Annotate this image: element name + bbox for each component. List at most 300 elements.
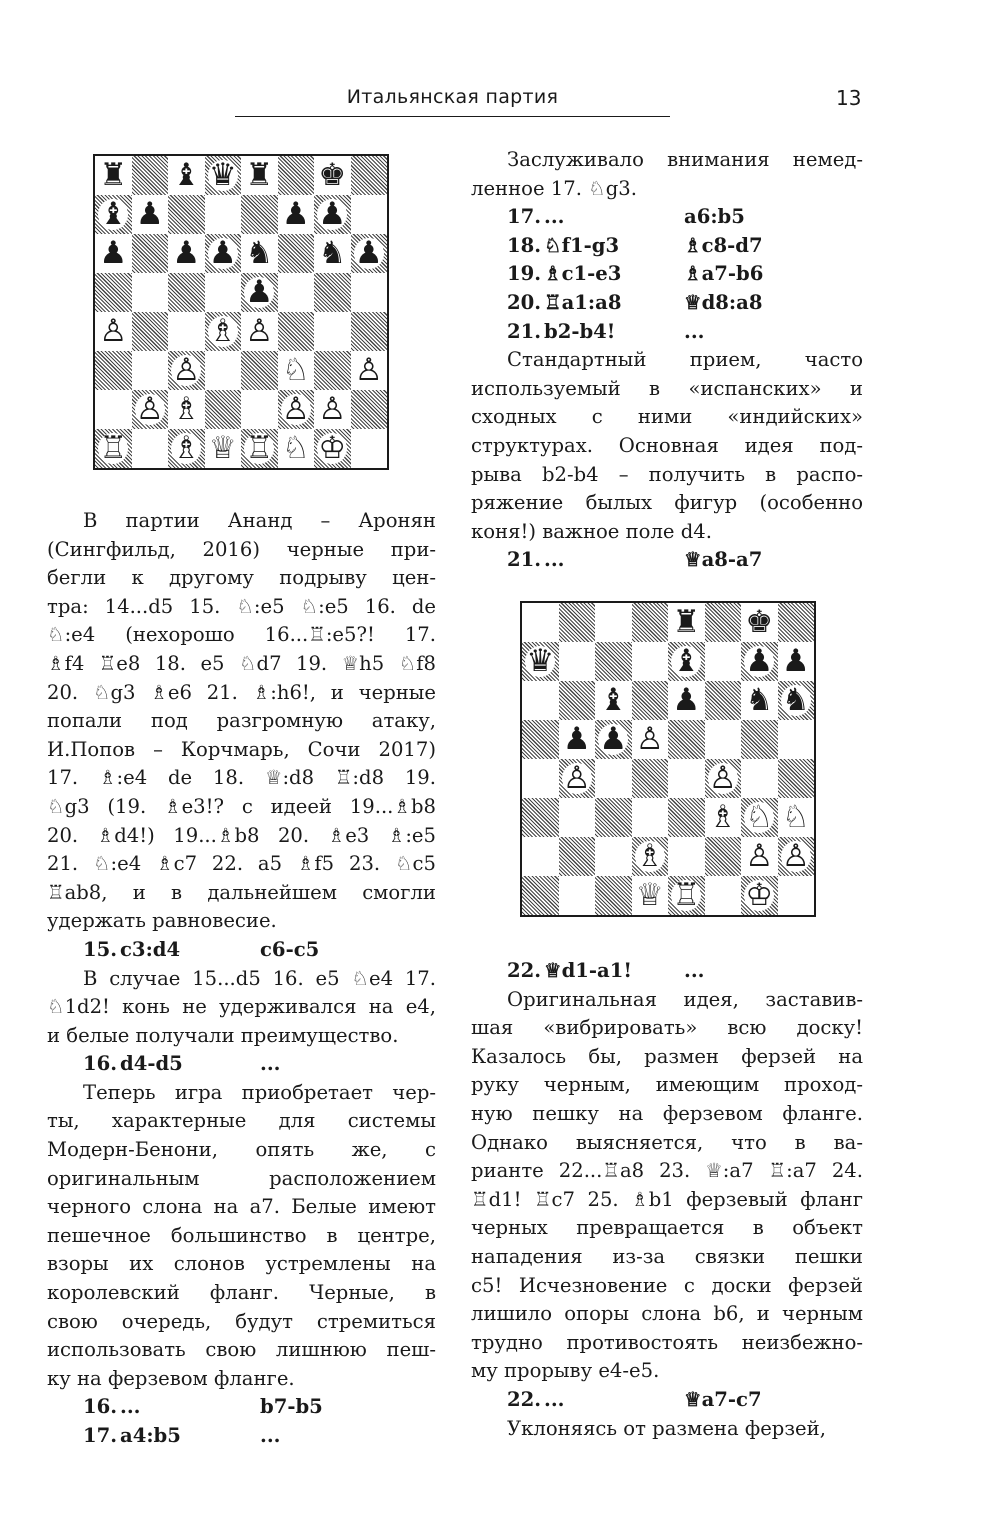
board-square <box>205 351 242 390</box>
chess-piece-icon: ♜ <box>99 157 128 193</box>
move-number: 22. <box>507 1387 542 1411</box>
chess-piece-icon: ♕ <box>635 877 664 913</box>
chess-piece-icon: ♟ <box>745 643 774 679</box>
board-square <box>241 390 278 429</box>
chess-piece-icon: ♟ <box>135 196 164 232</box>
board-square <box>559 876 596 915</box>
board-square <box>95 234 132 273</box>
text-line: удержать равновесие. <box>47 909 277 933</box>
board-square <box>241 156 278 195</box>
chess-diagram-1 <box>93 154 389 470</box>
white-move: ... <box>544 1387 565 1411</box>
text-line: ку на ферзевом фланге. <box>47 1366 295 1390</box>
move-line <box>83 1422 436 1451</box>
board-square <box>132 234 169 273</box>
board-square <box>314 390 351 429</box>
board-square <box>314 429 351 468</box>
board-square <box>559 603 596 642</box>
board-square <box>168 312 205 351</box>
chess-piece-icon: ♙ <box>745 838 774 874</box>
board-square <box>278 195 315 234</box>
board-square <box>632 720 669 759</box>
paragraph <box>471 146 863 203</box>
move-line <box>507 1386 863 1415</box>
chess-piece-icon: ♙ <box>245 313 274 349</box>
text-line: ♖ab8, и в дальнейшем смогли <box>47 880 436 904</box>
chess-piece-icon: ♗ <box>208 313 237 349</box>
board-square <box>778 876 815 915</box>
text-line: свою очередь, будут стремиться <box>47 1309 436 1333</box>
board-square <box>741 642 778 681</box>
chess-piece-icon: ♟ <box>672 682 701 718</box>
chess-piece-icon: ♟ <box>172 235 201 271</box>
board-square <box>705 603 742 642</box>
text-line: И.Попов – Корчмарь, Сочи 2017) <box>47 737 436 761</box>
board-square <box>522 720 559 759</box>
page-number: 13 <box>836 86 862 110</box>
board-square <box>95 156 132 195</box>
text-line: c5! Исчезновение с доски ферзей <box>471 1273 863 1297</box>
board-square <box>351 351 388 390</box>
chess-piece-icon: ♗ <box>708 799 737 835</box>
board-square <box>595 876 632 915</box>
board-square <box>168 273 205 312</box>
board-square <box>205 312 242 351</box>
text-line: В случае 15...d5 16. e5 ♘e4 17. <box>83 966 436 990</box>
paragraph <box>47 965 436 1051</box>
board-square <box>522 681 559 720</box>
board-square <box>241 273 278 312</box>
text-line: му прорыву e4-e5. <box>471 1359 660 1383</box>
text-line: коня!) важное поле d4. <box>471 519 712 543</box>
paragraph <box>471 1415 863 1444</box>
chess-piece-icon: ♙ <box>318 391 347 427</box>
board-square <box>522 603 559 642</box>
move-number: 18. <box>507 233 542 257</box>
board-square <box>522 876 559 915</box>
board-square <box>778 603 815 642</box>
running-header: Итальянская партия <box>346 86 559 108</box>
move-line <box>507 289 863 318</box>
board-square <box>559 681 596 720</box>
chess-piece-icon: ♝ <box>172 157 201 193</box>
board-square <box>95 351 132 390</box>
board-square <box>205 390 242 429</box>
board-square <box>559 798 596 837</box>
chess-piece-icon: ♞ <box>245 235 274 271</box>
move-line <box>83 1393 436 1422</box>
board-square <box>168 156 205 195</box>
black-move: ♕a8-a7 <box>684 548 763 572</box>
text-line: ♘g3 (19. ♗e3!? с идеей 19...♗b8 <box>47 794 436 818</box>
board-square <box>741 681 778 720</box>
chess-piece-icon: ♔ <box>745 877 774 913</box>
chess-piece-icon: ♟ <box>99 235 128 271</box>
white-move: ♖a1:a8 <box>544 290 622 314</box>
chess-piece-icon: ♞ <box>745 682 774 718</box>
white-move: b2-b4! <box>544 319 616 343</box>
text-line: ♘:e4 (нехорошо 16...♖:e5?! 17. <box>47 623 436 647</box>
board-square <box>668 642 705 681</box>
black-move: ... <box>684 319 705 343</box>
text-line: лишило опоры слона b6, и черным <box>471 1302 863 1326</box>
white-move: d4-d5 <box>120 1052 183 1076</box>
board-square <box>741 603 778 642</box>
text-line: структурах. Основная идея под- <box>471 433 863 457</box>
board-square <box>705 642 742 681</box>
board-square <box>559 759 596 798</box>
board-square <box>168 195 205 234</box>
board-square <box>632 798 669 837</box>
board-square <box>668 798 705 837</box>
board-square <box>741 837 778 876</box>
chess-piece-icon: ♜ <box>245 157 274 193</box>
chess-piece-icon: ♔ <box>318 430 347 466</box>
board-square <box>632 642 669 681</box>
chess-piece-icon: ♛ <box>526 643 555 679</box>
text-line: оригинальным расположением <box>47 1166 436 1190</box>
board-square <box>95 312 132 351</box>
move-number: 21. <box>507 548 542 572</box>
move-line <box>507 546 863 575</box>
board-square <box>278 351 315 390</box>
white-move: ♘f1-g3 <box>544 233 620 257</box>
board-square <box>314 234 351 273</box>
board-square <box>778 642 815 681</box>
text-line: Теперь игра приобретает чер- <box>83 1080 436 1104</box>
board-square <box>559 642 596 681</box>
board-square <box>595 720 632 759</box>
chess-piece-icon: ♟ <box>781 643 810 679</box>
chess-piece-icon: ♝ <box>599 682 628 718</box>
board-square <box>205 429 242 468</box>
board-square <box>241 351 278 390</box>
paragraph <box>47 507 436 936</box>
move-line <box>507 260 863 289</box>
chess-piece-icon: ♟ <box>245 274 274 310</box>
text-line: В партии Ананд – Аронян <box>83 509 436 532</box>
board-square <box>632 759 669 798</box>
text-line: Модерн-Бенони, опять же, с <box>47 1138 436 1162</box>
board-square <box>132 390 169 429</box>
board-square <box>595 837 632 876</box>
move-line <box>83 936 436 965</box>
board-square <box>705 798 742 837</box>
board-square <box>778 759 815 798</box>
board-square <box>314 156 351 195</box>
board-square <box>632 837 669 876</box>
board-square <box>741 876 778 915</box>
board-square <box>241 195 278 234</box>
chess-piece-icon: ♖ <box>99 430 128 466</box>
text-line: рианте 22...♖a8 23. ♕:a7 ♖:a7 24. <box>471 1159 863 1183</box>
black-move: ♗c8-d7 <box>684 233 763 257</box>
chess-piece-icon: ♗ <box>172 391 201 427</box>
white-move: a4:b5 <box>120 1424 181 1447</box>
chess-piece-icon: ♝ <box>672 643 701 679</box>
chess-piece-icon: ♖ <box>672 877 701 913</box>
board-square <box>205 234 242 273</box>
board-square <box>278 273 315 312</box>
white-move: ... <box>544 205 565 229</box>
black-move: a6:b5 <box>684 205 745 229</box>
chess-piece-icon: ♟ <box>208 235 237 271</box>
chess-piece-icon: ♙ <box>135 391 164 427</box>
board-square <box>132 429 169 468</box>
board-square <box>132 273 169 312</box>
chess-diagram-2 <box>520 601 816 917</box>
text-line: трудно противостоять неизбежно- <box>471 1330 863 1354</box>
board-square <box>595 759 632 798</box>
board-square <box>522 798 559 837</box>
black-move: c6-c5 <box>260 937 320 961</box>
board-square <box>95 195 132 234</box>
board-square <box>314 351 351 390</box>
chess-piece-icon: ♟ <box>281 196 310 232</box>
board-square <box>522 642 559 681</box>
board-square <box>741 759 778 798</box>
board-square <box>778 837 815 876</box>
board-square <box>559 720 596 759</box>
text-line: тра: 14...d5 15. ♘:e5 ♘:e5 16. de <box>47 594 436 618</box>
black-move: ... <box>684 959 705 982</box>
text-line: ленное 17. ♘g3. <box>471 176 637 200</box>
board-square <box>632 876 669 915</box>
board-square <box>132 156 169 195</box>
board-square <box>522 837 559 876</box>
board-square <box>168 429 205 468</box>
board-square <box>351 429 388 468</box>
chess-piece-icon: ♙ <box>99 313 128 349</box>
text-line: ты, характерные для системы <box>47 1109 436 1133</box>
move-number: 21. <box>507 319 542 343</box>
move-line <box>83 1050 436 1079</box>
move-line <box>507 957 863 986</box>
board-square <box>241 429 278 468</box>
chess-piece-icon: ♟ <box>562 721 591 757</box>
paragraph <box>47 1079 436 1394</box>
chess-piece-icon: ♙ <box>635 721 664 757</box>
text-line: рыва b2-b4 – получить в распо- <box>471 462 863 486</box>
board-square <box>595 603 632 642</box>
board-square <box>132 195 169 234</box>
board-square <box>778 798 815 837</box>
board-square <box>595 798 632 837</box>
board-square <box>705 837 742 876</box>
chess-piece-icon: ♘ <box>281 352 310 388</box>
text-line: пешечное большинство в центре, <box>47 1223 436 1247</box>
board-square <box>351 195 388 234</box>
board-square <box>778 681 815 720</box>
board-square <box>741 720 778 759</box>
text-line: и белые получали преимущество. <box>47 1023 399 1047</box>
text-line: 20. ♗d4!) 19...♗b8 20. ♗e3 ♗:e5 <box>47 823 436 847</box>
text-line: Стандартный прием, часто <box>507 348 863 372</box>
text-line: 20. ♘g3 ♗e6 21. ♗:h6!, и черные <box>47 680 436 704</box>
text-line: использовать свою лишнюю пеш- <box>47 1338 436 1362</box>
move-number: 16. <box>83 1395 118 1419</box>
chess-piece-icon: ♗ <box>172 430 201 466</box>
text-line: руку черным, имеющим проход- <box>471 1073 863 1097</box>
text-line: Оригинальная идея, заставив- <box>507 987 863 1011</box>
board-square <box>705 720 742 759</box>
board-square <box>241 312 278 351</box>
chess-piece-icon: ♟ <box>318 196 347 232</box>
board-square <box>595 642 632 681</box>
text-line: Однако выясняется, что в ва- <box>471 1130 863 1154</box>
board-square <box>95 390 132 429</box>
board-square <box>351 234 388 273</box>
chess-piece-icon: ♞ <box>318 235 347 271</box>
board-square <box>314 312 351 351</box>
text-line: 17. ♗:e4 de 18. ♕:d8 ♖:d8 19. <box>47 766 436 790</box>
black-move: b7-b5 <box>260 1395 323 1419</box>
board-square <box>668 837 705 876</box>
text-line: ♖d1! ♖c7 25. ♗b1 ферзевый фланг <box>471 1187 863 1211</box>
board-square <box>705 681 742 720</box>
right-column-bottom <box>471 957 863 1443</box>
chess-piece-icon: ♝ <box>99 196 128 232</box>
board-square <box>668 720 705 759</box>
board-square <box>205 156 242 195</box>
chess-piece-icon: ♗ <box>635 838 664 874</box>
chess-piece-icon: ♚ <box>745 604 774 640</box>
board-square <box>95 429 132 468</box>
text-line: 21. ♘:e4 ♗c7 22. a5 ♗f5 23. ♘c5 <box>47 852 436 876</box>
move-number: 15. <box>83 937 118 961</box>
black-move: ♕a7-c7 <box>684 1387 762 1411</box>
chess-piece-icon: ♙ <box>562 760 591 796</box>
board-square <box>668 759 705 798</box>
chess-piece-icon: ♙ <box>172 352 201 388</box>
board-square <box>351 312 388 351</box>
right-column-top <box>471 146 863 575</box>
board-square <box>278 390 315 429</box>
text-line: шая «вибрировать» всю доску! <box>471 1016 863 1040</box>
black-move: ♕d8:a8 <box>684 290 763 314</box>
board-square <box>205 273 242 312</box>
chess-piece-icon: ♞ <box>781 682 810 718</box>
move-number: 19. <box>507 262 542 286</box>
board-square <box>668 681 705 720</box>
board-square <box>632 603 669 642</box>
chess-piece-icon: ♟ <box>354 235 383 271</box>
text-line: ♗f4 ♖e8 18. e5 ♘d7 19. ♕h5 ♘f8 <box>47 651 436 675</box>
text-line: черного слона на а7. Белые имеют <box>47 1195 436 1219</box>
board-square <box>559 837 596 876</box>
paragraph <box>471 346 863 546</box>
board-square <box>168 351 205 390</box>
board-square <box>778 720 815 759</box>
board-square <box>168 234 205 273</box>
white-move: c3:d4 <box>120 937 181 961</box>
board-square <box>314 195 351 234</box>
board-square <box>595 681 632 720</box>
move-number: 16. <box>83 1052 118 1076</box>
header-rule <box>235 116 670 117</box>
board-square <box>278 312 315 351</box>
chess-piece-icon: ♚ <box>318 157 347 193</box>
board-square <box>241 234 278 273</box>
board-square <box>95 273 132 312</box>
board-square <box>351 156 388 195</box>
chess-piece-icon: ♘ <box>745 799 774 835</box>
text-line: черных превращается в объект <box>471 1216 863 1240</box>
white-move: ♗c1-e3 <box>544 262 622 286</box>
board-square <box>351 390 388 429</box>
chess-piece-icon: ♙ <box>708 760 737 796</box>
white-move: ♕d1-a1! <box>544 959 632 982</box>
move-line <box>507 232 863 261</box>
text-line: используемый в «испанских» и <box>471 376 863 400</box>
board-square <box>278 234 315 273</box>
paragraph <box>471 986 863 1386</box>
black-move: ... <box>260 1424 281 1447</box>
board-square <box>668 876 705 915</box>
left-column <box>47 507 436 1451</box>
board-square <box>132 351 169 390</box>
board-square <box>278 429 315 468</box>
text-line: бегли к другому подрыву цен- <box>47 566 436 590</box>
chess-piece-icon: ♙ <box>781 838 810 874</box>
text-line: Казалось бы, размен ферзей на <box>471 1044 863 1068</box>
chess-piece-icon: ♖ <box>245 430 274 466</box>
chess-piece-icon: ♟ <box>599 721 628 757</box>
board-square <box>522 759 559 798</box>
board-square <box>278 156 315 195</box>
board-square <box>705 759 742 798</box>
chess-piece-icon: ♕ <box>208 430 237 466</box>
move-number: 22. <box>507 959 542 982</box>
board-square <box>741 798 778 837</box>
text-line: ♘1d2! конь не удерживался на e4, <box>47 995 436 1019</box>
text-line: Уклоняясь от размена ферзей, <box>507 1416 826 1440</box>
black-move: ♗a7-b6 <box>684 262 764 286</box>
board-square <box>351 273 388 312</box>
board-square <box>632 681 669 720</box>
chess-piece-icon: ♙ <box>281 391 310 427</box>
board-square <box>705 876 742 915</box>
text-line: ряжение былых фигур (особенно <box>471 491 863 515</box>
text-line: (Сингфильд, 2016) черные при- <box>47 537 436 561</box>
text-line: сходных с ними «индийских» <box>471 405 863 429</box>
move-number: 20. <box>507 290 542 314</box>
text-line: попали под разгромную атаку, <box>47 709 436 733</box>
chess-piece-icon: ♜ <box>672 604 701 640</box>
chess-piece-icon: ♘ <box>281 430 310 466</box>
white-move: ... <box>544 548 565 572</box>
chess-piece-icon: ♙ <box>354 352 383 388</box>
text-line: королевский фланг. Черные, в <box>47 1281 436 1305</box>
board-square <box>168 390 205 429</box>
black-move: ... <box>260 1052 281 1076</box>
text-line: ную пешку на ферзевом фланге. <box>471 1101 863 1125</box>
move-number: 17. <box>83 1424 118 1447</box>
white-move: ... <box>120 1395 141 1419</box>
text-line: взоры их слонов устремлены на <box>47 1252 436 1276</box>
board-square <box>132 312 169 351</box>
board-square <box>205 195 242 234</box>
board-square <box>668 603 705 642</box>
move-line <box>507 318 863 347</box>
chess-piece-icon: ♛ <box>208 157 237 193</box>
text-line: Заслуживало внимания немед- <box>507 148 863 171</box>
text-line: нападения из-за связки пешки <box>471 1244 863 1268</box>
move-number: 17. <box>507 205 542 229</box>
board-square <box>314 273 351 312</box>
move-line <box>507 203 863 232</box>
chess-piece-icon: ♘ <box>781 799 810 835</box>
